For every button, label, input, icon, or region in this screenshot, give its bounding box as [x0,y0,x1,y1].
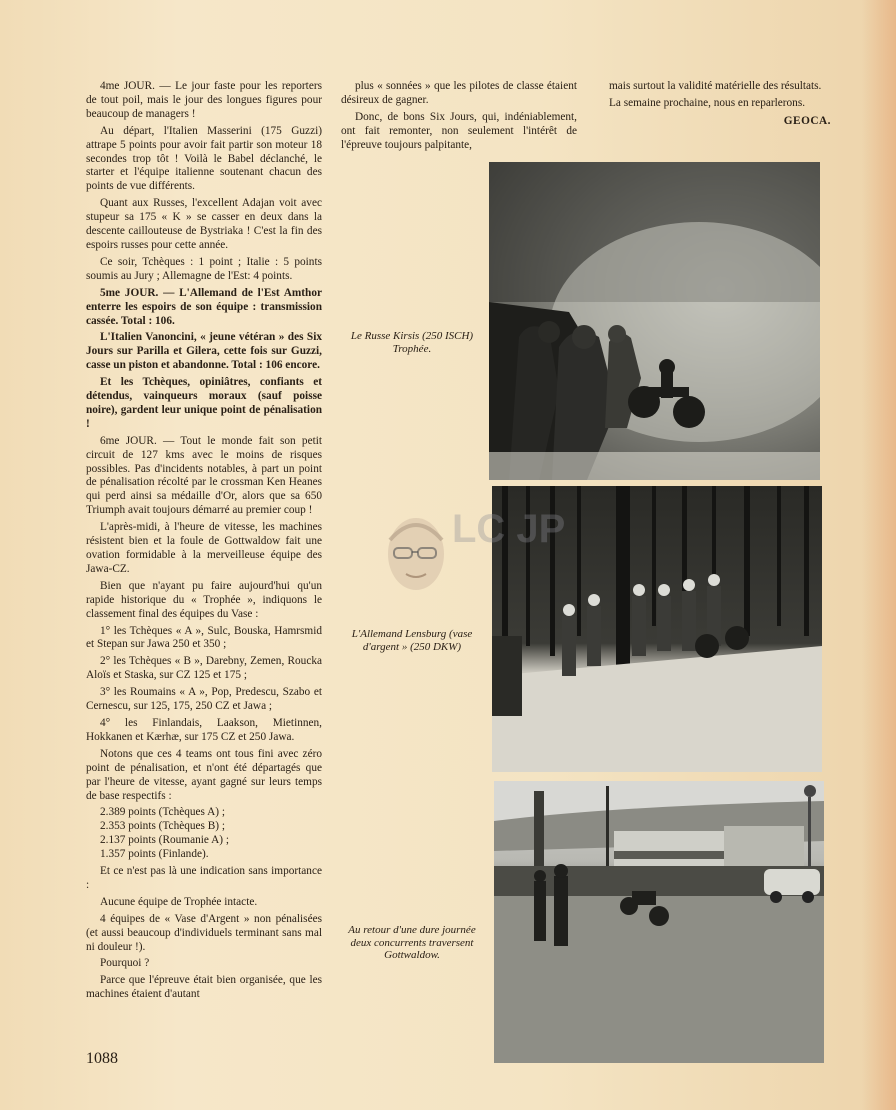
article-paragraph: L'après-midi, à l'heure de vitesse, les machines résistent bien et la foule de Gottwaldow fait une ovation formidable à la merveilleuse équipe des Jawa-CZ. [86,521,322,575]
caption-photo-2: L'Allemand Lensburg (vase d'argent » (250 DKW) [351,628,473,653]
caption-photo-3: Au retour d'une dure journée deux concurrents traversent Gottwaldow. [348,924,476,962]
watermark-logo: LC JP [452,507,566,551]
points-list-item: 2.353 points (Tchèques B) ; [100,820,226,833]
article-paragraph: Ce soir, Tchèques : 1 point ; Italie : 5 points soumis au Jury ; Allemagne de l'Est: 4 points. [86,255,322,282]
article-paragraph: 4° les Finlandais, Laakson, Mietinnen, Hokkanen et Kærhæ, sur 175 CZ et 250 Jawa. [86,716,322,743]
man-portrait-watermark [378,510,454,602]
article-paragraph: Parce que l'épreuve était bien organisée, que les machines étaient d'autant [86,974,322,1001]
article-paragraph: 3° les Roumains « A », Pop, Predescu, Szabo et Cernescu, sur 125, 175, 250 CZ et Jawa ; [86,686,322,713]
page-edge-shadow [862,0,896,1110]
points-list [100,806,322,862]
article-paragraph: L'Italien Vanoncini, « jeune vétéran » des Six Jours sur Parilla et Gilera, cette fois sur Guzzi, casse un piston et abandonne. Total : 106 encore. [86,331,322,372]
photo-gottwaldow-street [494,781,824,1063]
article-paragraph: 5me JOUR. — L'Allemand de l'Est Amthor enterre les espoirs de son équipe : transmission cassée. Total : 106. [86,286,322,327]
article-paragraph: Et ce n'est pas là une indication sans importance : [86,865,322,891]
points-list-item: 1.357 points (Finlande). [100,848,209,861]
article-paragraph: Aucune équipe de Trophée intacte. [100,895,258,908]
column-1-paragraphs [86,80,322,803]
article-paragraph: Quant aux Russes, l'excellent Adajan voit avec stupeur sa 175 « K » se casser en deux dans la descente caillouteuse de Bystriaka ! C'est la fin des espoirs russes pour cette année. [86,197,322,251]
article-paragraph: Donc, de bons Six Jours, qui, indéniablement, ont fait remonter, non seulement l'intérêt de l'épreuve toujours palpitante, [341,110,577,151]
article-paragraph: 4me JOUR. — Le jour faste pour les reporters de tout poil, mais le jour des longues figures pour beaucoup de managers ! [86,80,322,120]
article-paragraph: Bien que n'ayant pu faire aujourd'hui qu'un rapide historique du « Trophée », indiquons le classement final des équipes du Vase : [86,579,322,620]
article-paragraph: 4 équipes de « Vase d'Argent » non pénalisées (et aussi beaucoup d'individuels terminant sans mal ni douleur !). [86,912,322,953]
article-paragraph: Pourquoi ? [100,957,150,970]
photo-russian-rider [489,162,820,480]
page-number: 1088 [86,1050,118,1067]
author-signature: GEOCA. [783,114,831,127]
article-paragraph: 1° les Tchèques « A », Sulc, Bouska, Hamrsmid et Stepan sur Jawa 250 et 350 ; [86,624,322,651]
text-column-3 [595,80,831,129]
article-paragraph: Et les Tchèques, opiniâtres, confiants et détendus, vainqueurs moraux (sauf poisse noire), gardent leur unique point de pénalisation ! [86,376,322,430]
column-1-end-paragraphs [86,865,322,1002]
article-paragraph: La semaine prochaine, nous en reparlerons. [609,96,806,109]
text-column-1 [86,80,322,1005]
article-paragraph: 6me JOUR. — Tout le monde fait son petit circuit de 127 kms avec le moins de risques possibles. Pas d'incidents notables, à part un point de pénalisation récolté par le crossman Ken Heanes qui perd ainsi sa médaille d'Or, alors que sa 650 Triumph avait toujours démarré au premier coup ! [86,434,322,517]
points-list-item: 2.389 points (Tchèques A) ; [100,806,226,819]
text-column-2 [341,80,577,156]
article-paragraph: mais surtout la validité matérielle des résultats. [609,80,822,92]
article-paragraph: Notons que ces 4 teams ont tous fini avec zéro point de pénalisation, et n'ont été départagés que par l'heure de vitesse, ayant gagné sur leurs temps de base respectifs : [86,747,322,802]
article-paragraph: Au départ, l'Italien Masserini (175 Guzzi) attrape 5 points pour avoir fait partir son moteur 18 secondes trop tôt ! Voilà le Babel déclanché, le starter et l'équipe italienne soutenant chacun des points de vue différents. [86,124,322,193]
article-paragraph: 2° les Tchèques « B », Darebny, Zemen, Roucka Aloïs et Staska, sur CZ 125 et 175 ; [86,655,322,682]
points-list-item: 2.137 points (Roumanie A) ; [100,834,229,847]
caption-photo-1: Le Russe Kirsis (250 ISCH) Trophée. [350,330,474,355]
article-paragraph: plus « sonnées » que les pilotes de classe étaient désireux de gagner. [341,80,577,106]
column-3-paragraphs [595,80,831,111]
